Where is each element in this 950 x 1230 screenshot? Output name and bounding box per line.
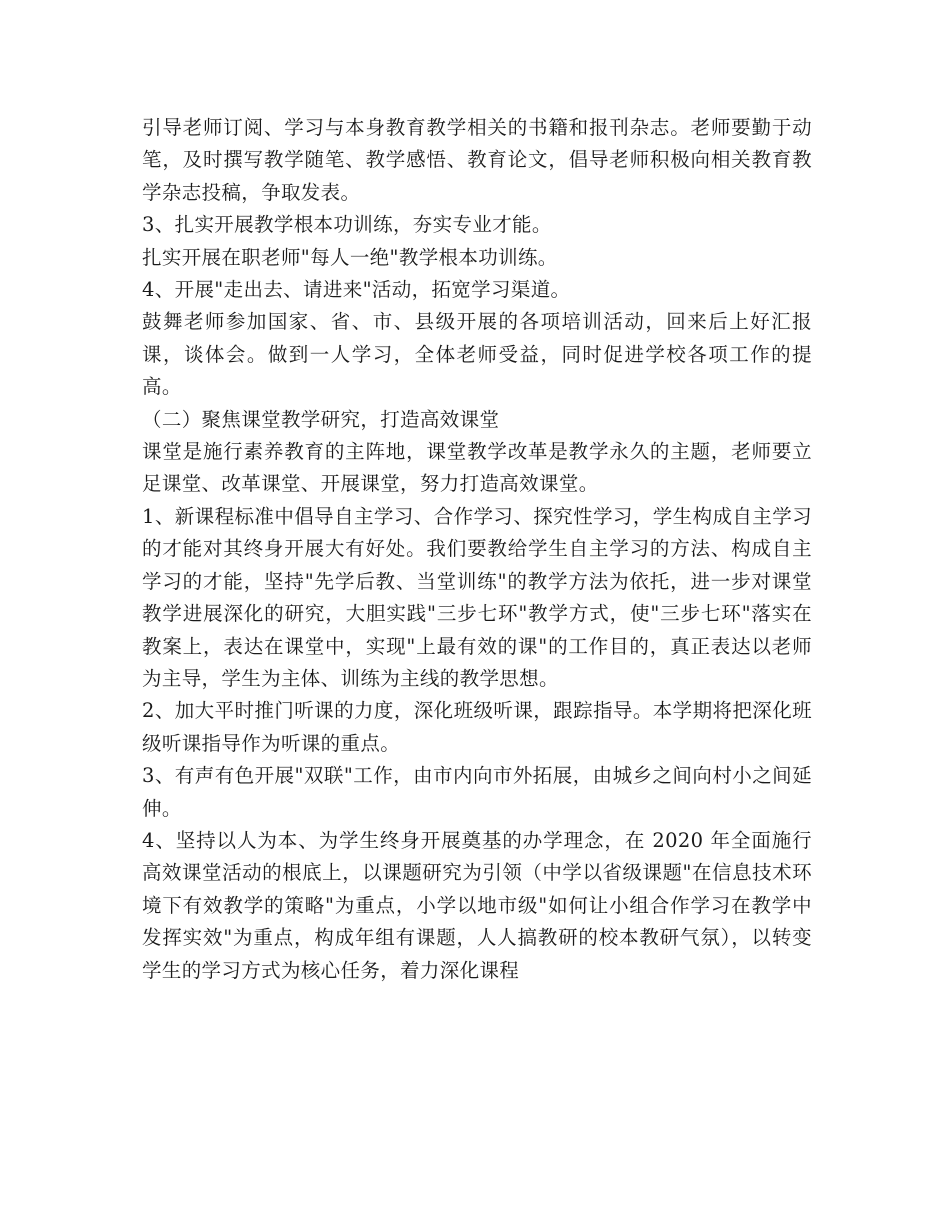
paragraph-training-activities: 鼓舞老师参加国家、省、市、县级开展的各项培训活动，回来后上好汇报课，谈体会。做到一人学习，全体老师受益，同时促进学校各项工作的提高。 [142,310,812,399]
paragraph-class-observation: 2、加大平时推门听课的力度，深化班级听课，跟踪指导。本学期将把深化班级听课指导作为听课的重点。 [142,699,812,755]
item-go-out-bring-in-heading: 4、开展"走出去、请进来"活动，拓宽学习渠道。 [142,278,571,302]
item-basic-skills-heading: 3、扎实开展教学根本功训练，夯实专业才能。 [142,213,552,237]
paragraph-people-oriented: 4、坚持以人为本、为学生终身开展奠基的办学理念，在 2020 年全面施行高效课堂活动的根底上，以课题研究为引领（中学以省级课题"在信息技术环境下有效教学的策略"为重点，小学以地市级"如何让小组合作学习在教学中发挥实效"为重点，构成年组有课题，人人搞教研的校本教研气氛），以转变学生的学习方式为核心任务，着力深化课程 [142,828,812,982]
paragraph-dual-link: 3、有声有色开展"双联"工作，由市内向市外拓展，由城乡之间向村小之间延伸。 [142,764,812,820]
document-body [142,112,812,987]
paragraph-self-learning: 1、新课程标准中倡导自主学习、合作学习、探究性学习，学生构成自主学习的才能对其终身开展大有好处。我们要教给学生自主学习的方法、构成自主学习的才能，坚持"先学后教、当堂训练"的教学方法为依托，进一步对课堂教学进展深化的研究，大胆实践"三步七环"教学方式，使"三步七环"落实在教案上，表达在课堂中，实现"上最有效的课"的工作目的，真正表达以老师为主导，学生为主体、训练为主线的教学思想。 [142,504,812,690]
paragraph-classroom-main-position: 课堂是施行素养教育的主阵地，课堂教学改革是教学永久的主题，老师要立足课堂、改革课堂、开展课堂，努力打造高效课堂。 [142,440,812,496]
paragraph-basic-skills: 扎实开展在职老师"每人一绝"教学根本功训练。 [142,245,558,269]
paragraph-teacher-reading: 引导老师订阅、学习与本身教育教学相关的书籍和报刊杂志。老师要勤于动笔，及时撰写教学随笔、教学感悟、教育论文，倡导老师积极向相关教育教学杂志投稿，争取发表。 [142,116,812,204]
section-heading-classroom-research: （二）聚焦课堂教学研究，打造高效课堂 [142,407,500,431]
